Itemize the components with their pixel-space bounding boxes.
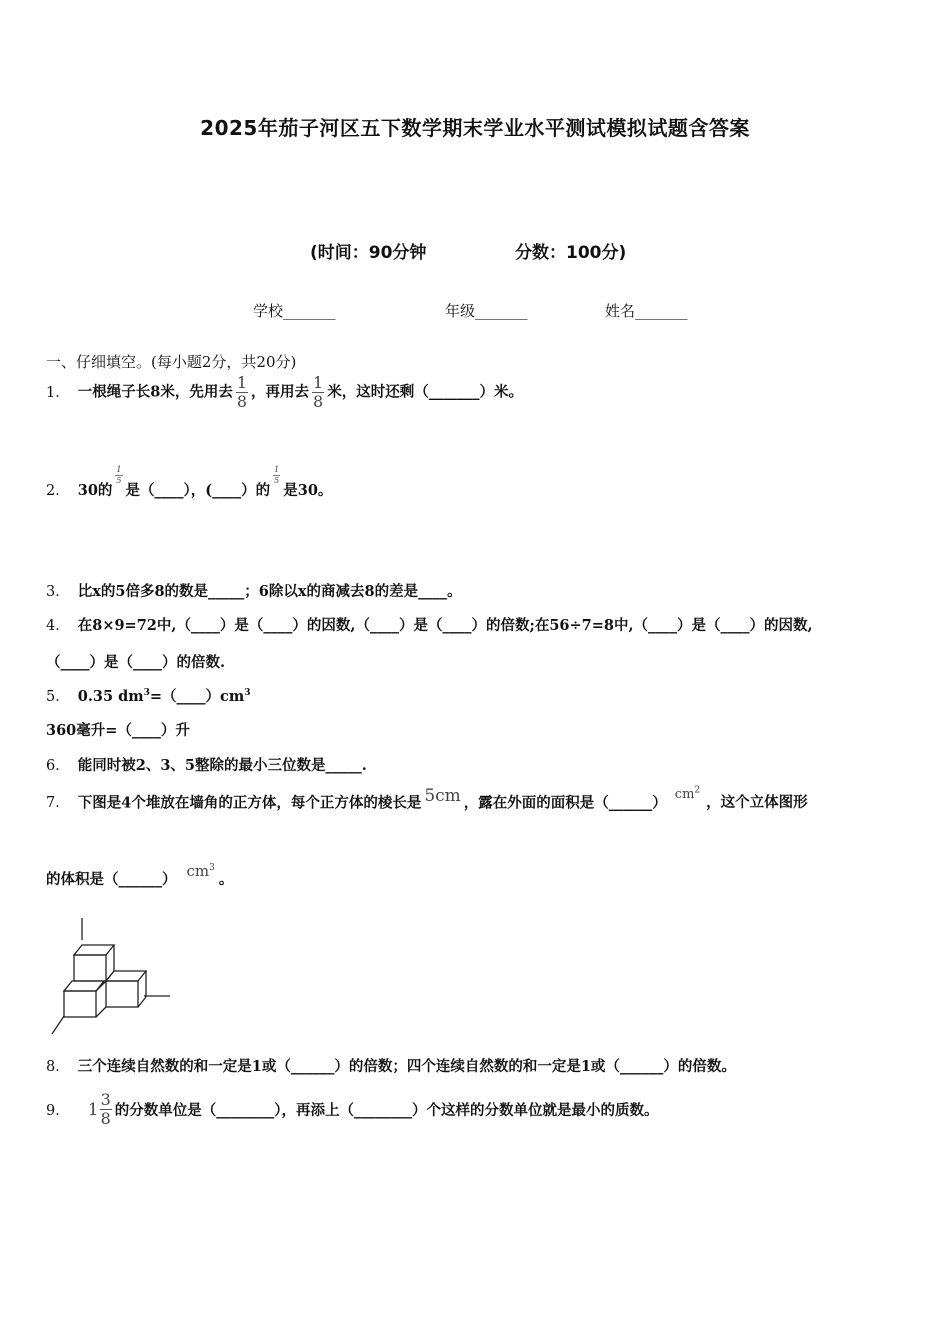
question-4-continued [46, 651, 225, 672]
question-5-continued [46, 719, 190, 740]
exam-score: 分数：100分) [515, 243, 627, 263]
question-number: 2． [46, 483, 70, 499]
question-number: 3． [46, 584, 70, 600]
unit-volume: $cm^3$ [186, 862, 215, 880]
question-text: ，再用去 [251, 383, 310, 401]
question-text: 是（____），(____）的 [125, 482, 271, 499]
question-4 [46, 614, 813, 635]
grade-field: 年级_______ [445, 302, 528, 320]
question-9 [46, 1092, 659, 1127]
mixed-number-whole: 1 [87, 1099, 99, 1120]
unit-area: $cm^2$ [674, 786, 701, 803]
question-text: 360毫升=（____）升 [46, 722, 190, 739]
question-8 [46, 1055, 736, 1076]
question-number: 6． [46, 758, 70, 774]
question-text: 30的 [77, 482, 113, 499]
name-field: 姓名_______ [605, 302, 688, 320]
question-text: 三个连续自然数的和一定是1或（______）的倍数；四个连续自然数的和一定是1或（______）的倍数。 [77, 1058, 736, 1075]
question-text: 能同时被2、3、5整除的最小三位数是_____. [77, 757, 367, 774]
question-text: =（____）cm [149, 688, 245, 705]
question-text: 比x的5倍多8的数是_____；6除以x的商减去8的差是____。 [77, 583, 462, 600]
question-text: 在8×9=72中,（____）是（____）的因数,（____）是（____）的倍数;在56÷7=8中,（____）是（____）的因数, [77, 617, 813, 634]
exam-time: (时间：90分钟 [310, 243, 427, 263]
question-6 [46, 754, 367, 775]
question-text: 米，这时还剩（_______）米。 [327, 383, 523, 401]
question-number: 7． [46, 795, 70, 812]
question-text: 的分数单位是（________），再添上（________）个这样的分数单位就是最小的质数。 [114, 1102, 659, 1119]
question-text: 是30。 [283, 482, 333, 499]
question-7 [46, 786, 808, 812]
question-text: ，这个立体图形 [706, 794, 808, 812]
superscript: 3 [244, 688, 251, 699]
question-number: 8． [46, 1059, 70, 1075]
question-7-continued [46, 862, 233, 889]
school-field: 学校_______ [253, 302, 336, 320]
question-number: 9． [46, 1103, 70, 1119]
question-1 [46, 375, 523, 410]
document-title: 2025年茄子河区五下数学期末学业水平测试模拟试题含答案 [200, 116, 750, 140]
fraction: $\frac{1}{5}$ [116, 465, 122, 485]
question-5 [46, 685, 250, 706]
edge-length: 5cm [424, 786, 461, 807]
question-number: 5． [46, 689, 70, 705]
question-text: 。 [218, 871, 234, 888]
fraction: $\frac{1}{8}$ [313, 373, 324, 411]
cube-stack-diagram [50, 918, 175, 1038]
question-number: 1． [46, 384, 70, 401]
question-text: 下图是4个堆放在墙角的正方体，每个正方体的棱长是 [77, 794, 422, 812]
section-heading: 一、仔细填空。(每小题2分，共20分) [46, 353, 297, 371]
fraction: $\frac{1}{5}$ [274, 465, 280, 485]
question-2 [46, 466, 332, 500]
question-number: 4． [46, 618, 70, 634]
question-text: ，露在外面的面积是（______） [463, 794, 667, 812]
fraction: $\frac{1}{8}$ [236, 373, 248, 411]
fraction: $\frac{3}{8}$ [100, 1090, 111, 1128]
question-text: （____）是（____）的倍数. [46, 654, 226, 671]
question-text: 0.35 dm [77, 688, 144, 705]
superscript: 3 [143, 688, 150, 699]
question-text: 的体积是（______） [46, 871, 177, 888]
question-text: 一根绳子长8米，先用去 [77, 383, 233, 401]
question-3 [46, 580, 462, 601]
